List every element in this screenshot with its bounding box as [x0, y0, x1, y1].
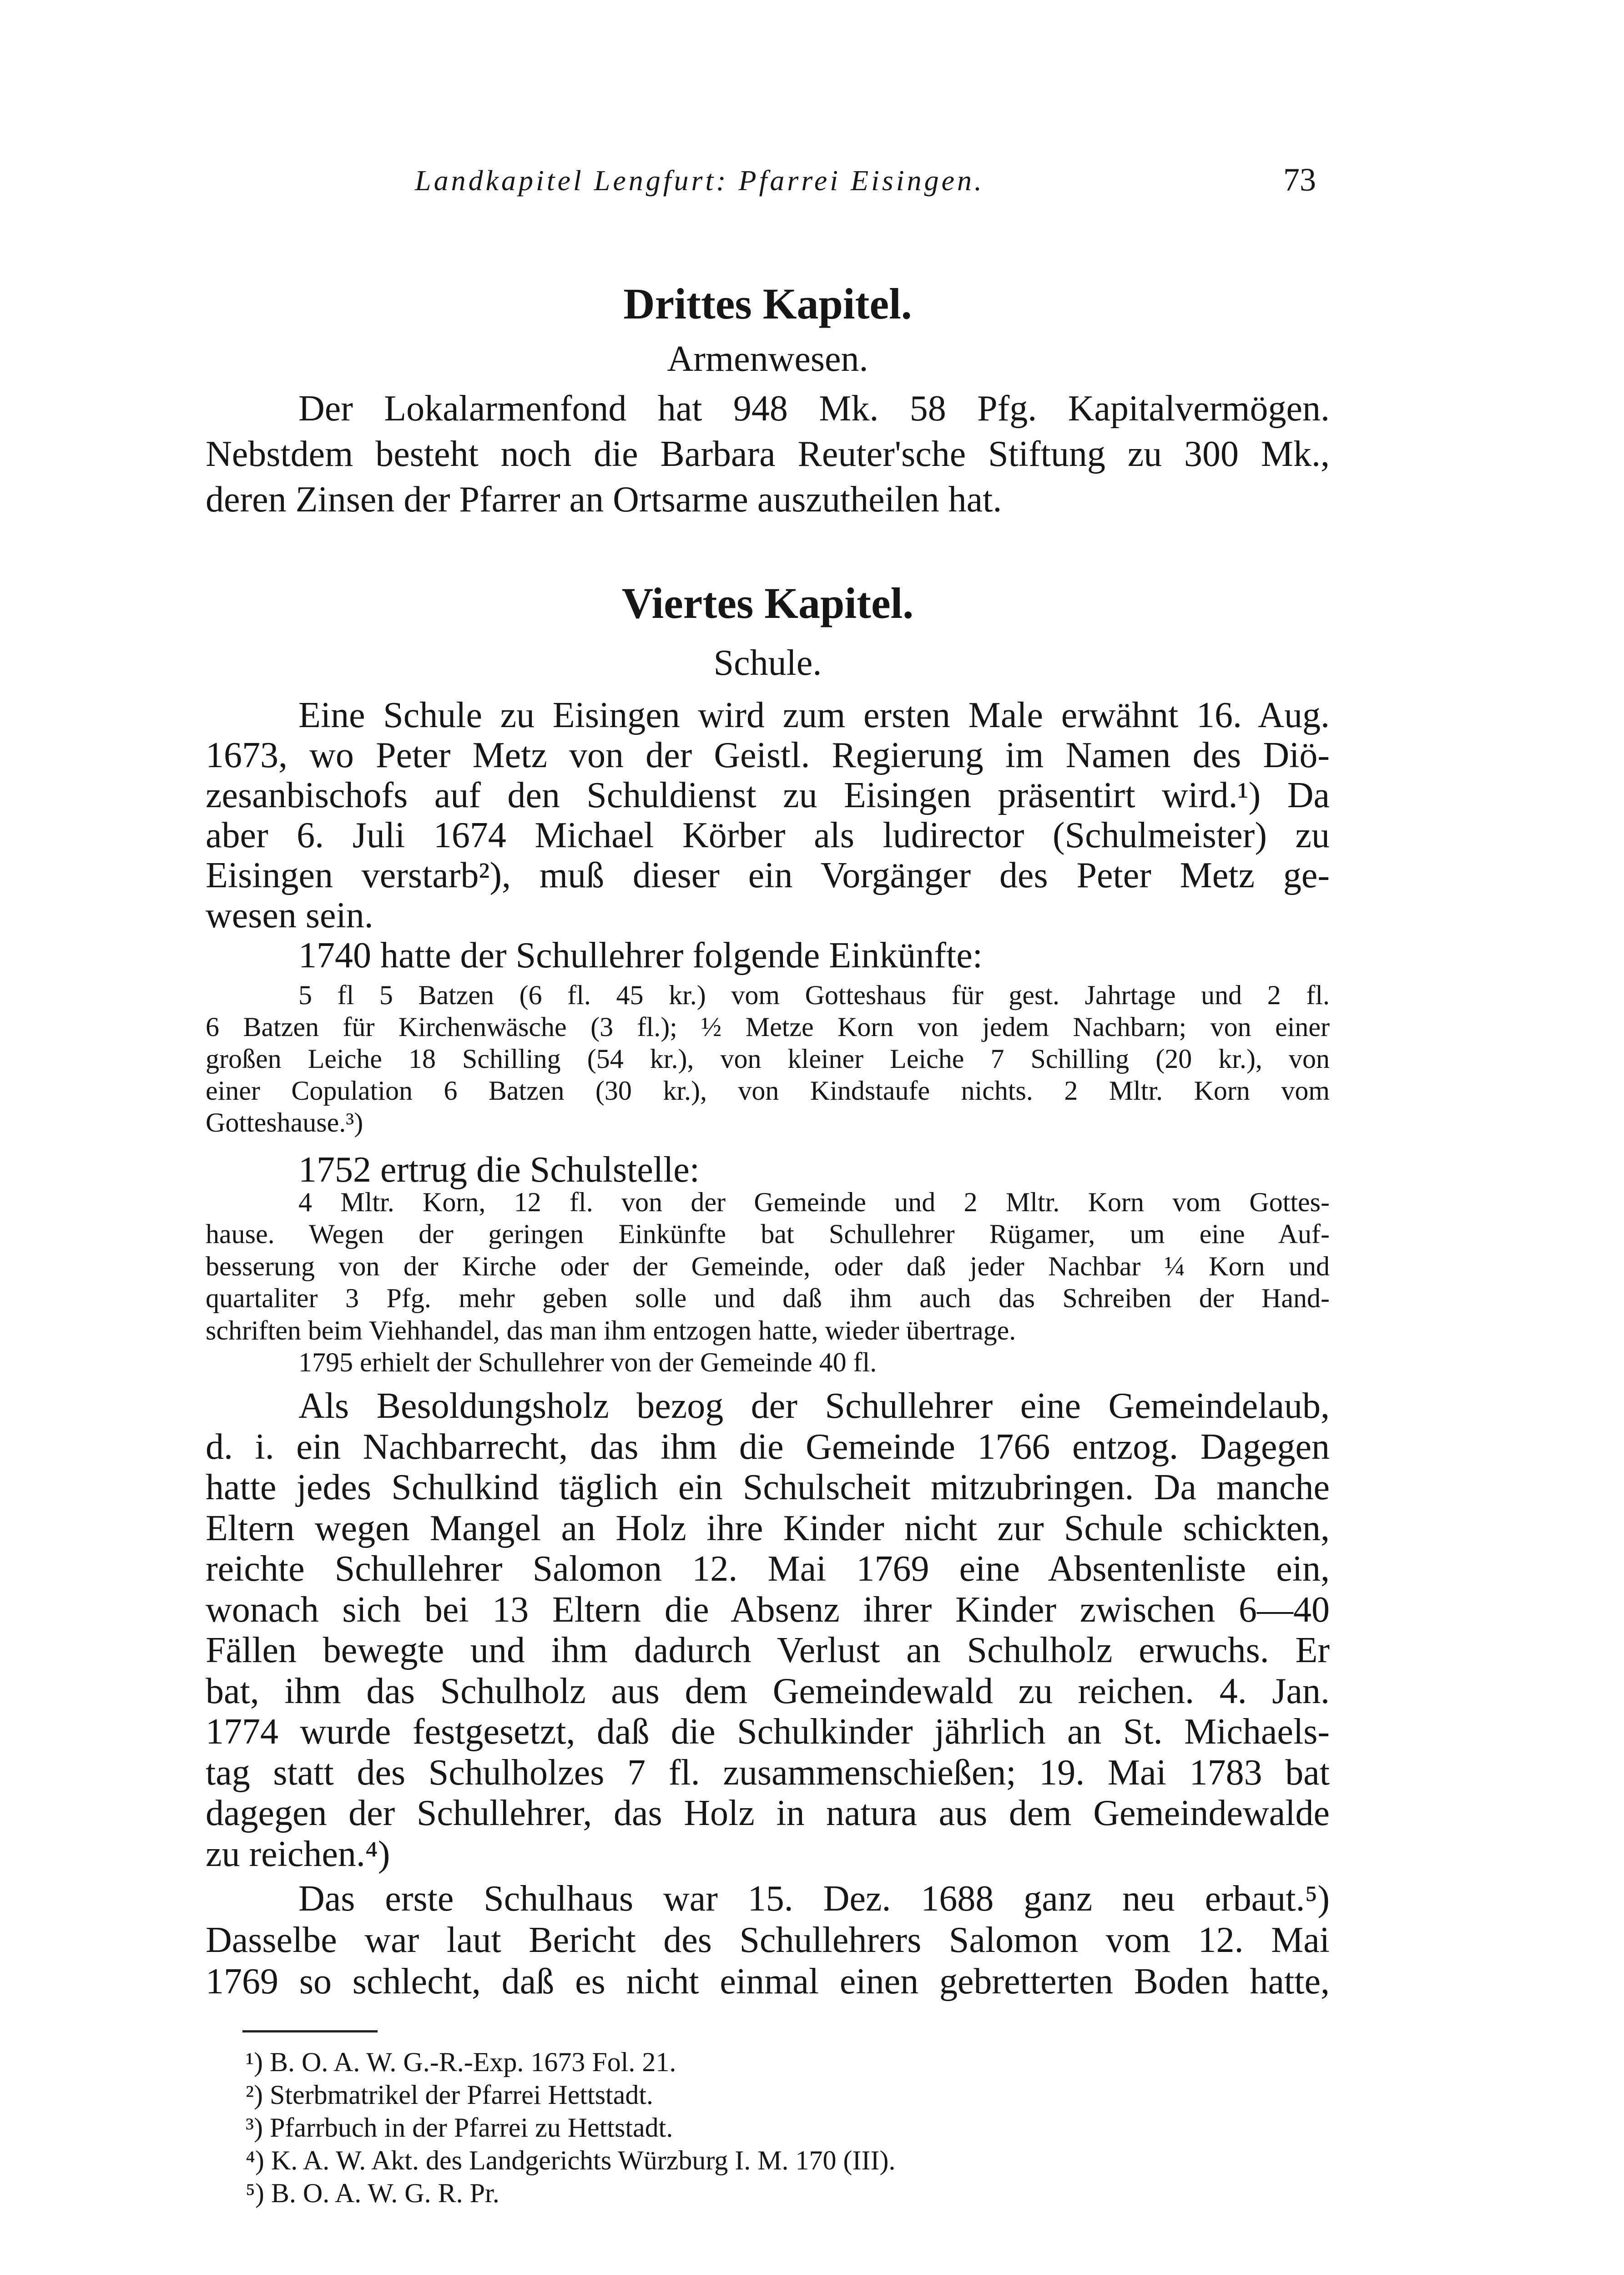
text-line: 1769 so schlecht, daß es nicht einmal einen gebretterten Boden hatte, — [206, 1962, 1330, 2002]
paragraph-armenwesen — [206, 386, 1330, 522]
text-line: besserung von der Kirche oder der Gemeinde, oder daß jeder Nachbar ¼ Korn und — [206, 1251, 1330, 1281]
text-line: Gotteshause.³) — [206, 1107, 363, 1138]
footnote: ²) Sterbmatrikel der Pfarrei Hettstadt. — [246, 2080, 654, 2110]
footnote-separator — [242, 2030, 378, 2032]
text-line: d. i. ein Nachbarrecht, das ihm die Gemeinde 1766 entzog. Dagegen — [206, 1426, 1330, 1467]
paragraph-1752 — [206, 1149, 1330, 1191]
text-line: 4 Mltr. Korn, 12 fl. von der Gemeinde und 2 Mltr. Korn vom Gottes- — [298, 1187, 1330, 1217]
text-line: zu reichen.⁴) — [206, 1834, 390, 1874]
text-line: 1740 hatte der Schullehrer folgende Einkünfte: — [298, 935, 983, 976]
income-1752-details — [206, 1186, 1330, 1378]
running-title: Landkapitel Lengfurt: Pfarrei Eisingen. — [415, 164, 984, 197]
text-line: 1752 ertrug die Schulstelle: — [298, 1150, 700, 1190]
footnote: ⁴) K. A. W. Akt. des Landgerichts Würzburg I. M. 170 (III). — [246, 2145, 896, 2175]
chapter-3-title: Drittes Kapitel. — [623, 279, 912, 328]
chapter-3-subtitle: Armenwesen. — [667, 339, 868, 379]
page-number: 73 — [1283, 162, 1316, 198]
text-line: bat, ihm das Schulholz aus dem Gemeindewald zu reichen. 4. Jan. — [206, 1671, 1330, 1711]
text-line: wesen sein. — [206, 895, 373, 935]
text-line: 1673, wo Peter Metz von der Geistl. Regierung im Namen des Diö- — [206, 735, 1330, 775]
text-line: 1774 wurde festgesetzt, daß die Schulkinder jährlich an St. Michaels- — [206, 1712, 1330, 1752]
text-line: hatte jedes Schulkind täglich ein Schulscheit mitzubringen. Da manche — [206, 1467, 1330, 1507]
text-line: aber 6. Juli 1674 Michael Körber als ludirector (Schulmeister) zu — [206, 815, 1330, 855]
chapter-4-title: Viertes Kapitel. — [621, 579, 914, 627]
text-line: dagegen der Schullehrer, das Holz in natura aus dem Gemeindewalde — [206, 1793, 1330, 1833]
paragraph-schule-intro — [206, 695, 1330, 976]
text-line: tag statt des Schulholzes 7 fl. zusammenschießen; 19. Mai 1783 bat — [206, 1752, 1330, 1793]
text-line: 5 fl 5 Batzen (6 fl. 45 kr.) vom Gotteshaus für gest. Jahrtage und 2 fl. — [298, 980, 1330, 1010]
footnote: ³) Pfarrbuch in der Pfarrei zu Hettstadt. — [246, 2113, 673, 2143]
text-line: 6 Batzen für Kirchenwäsche (3 fl.); ½ Metze Korn von jedem Nachbarn; von einer — [206, 1012, 1330, 1042]
paragraph-besoldungsholz — [206, 1386, 1330, 1875]
chapter-4-subtitle: Schule. — [713, 643, 822, 683]
running-header — [206, 164, 1330, 205]
text-line: hause. Wegen der geringen Einkünfte bat Schullehrer Rügamer, um eine Auf- — [206, 1219, 1330, 1249]
text-line: einer Copulation 6 Batzen (30 kr.), von Kindstaufe nichts. 2 Mltr. Korn vom — [206, 1076, 1330, 1106]
text-line: Eine Schule zu Eisingen wird zum ersten Male erwähnt 16. Aug. — [298, 695, 1330, 735]
text-line: Fällen bewegte und ihm dadurch Verlust an Schulholz erwuchs. Er — [206, 1630, 1330, 1670]
text-line: Als Besoldungsholz bezog der Schullehrer eine Gemeindelaub, — [298, 1386, 1330, 1426]
text-line: deren Zinsen der Pfarrer an Ortsarme auszutheilen hat. — [206, 480, 1002, 520]
text-line: Das erste Schulhaus war 15. Dez. 1688 ganz neu erbaut.⁵) — [298, 1879, 1330, 1919]
footnotes — [246, 2046, 1292, 2209]
text-line: quartaliter 3 Pfg. mehr geben solle und daß ihm auch das Schreiben der Hand- — [206, 1283, 1330, 1314]
text-line: großen Leiche 18 Schilling (54 kr.), von kleiner Leiche 7 Schilling (20 kr.), von — [206, 1044, 1330, 1074]
text-line: Nebstdem besteht noch die Barbara Reuter'sche Stiftung zu 300 Mk., — [206, 434, 1330, 474]
paragraph-schulhaus — [206, 1878, 1330, 2002]
income-1740-details — [206, 979, 1330, 1138]
text-line: 1795 erhielt der Schullehrer von der Gemeinde 40 fl. — [298, 1347, 877, 1378]
text-line: zesanbischofs auf den Schuldienst zu Eisingen präsentirt wird.¹) Da — [206, 775, 1330, 815]
text-line: reichte Schullehrer Salomon 12. Mai 1769 eine Absentenliste ein, — [206, 1549, 1330, 1589]
footnote: ¹) B. O. A. W. G.-R.-Exp. 1673 Fol. 21. — [246, 2047, 676, 2077]
text-line: schriften beim Viehhandel, das man ihm entzogen hatte, wieder übertrage. — [206, 1315, 1016, 1345]
text-line: Dasselbe war laut Bericht des Schullehrers Salomon vom 12. Mai — [206, 1920, 1330, 1960]
text-line: Eisingen verstarb²), muß dieser ein Vorgänger des Peter Metz ge- — [206, 855, 1330, 895]
text-line: Der Lokalarmenfond hat 948 Mk. 58 Pfg. Kapitalvermögen. — [298, 389, 1330, 429]
text-line: Eltern wegen Mangel an Holz ihre Kinder nicht zur Schule schickten, — [206, 1508, 1330, 1548]
text-line: wonach sich bei 13 Eltern die Absenz ihrer Kinder zwischen 6—40 — [206, 1589, 1330, 1630]
footnote: ⁵) B. O. A. W. G. R. Pr. — [246, 2178, 499, 2208]
